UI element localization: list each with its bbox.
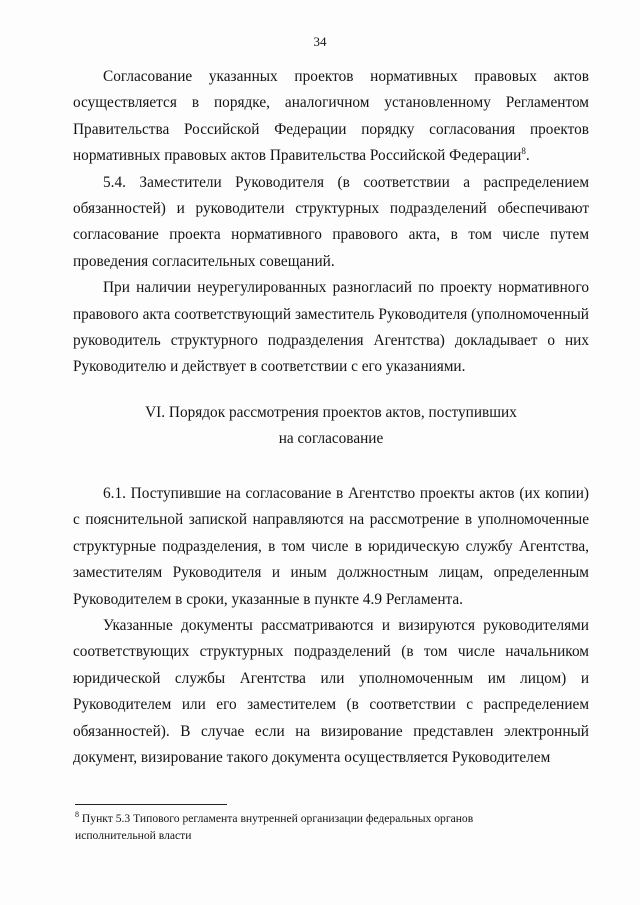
paragraph-disagreements	[73, 275, 589, 381]
paragraph-line: Руководителем в сроки, указанные в пункте 4.9 Регламента.	[73, 590, 463, 608]
paragraph-line: обязанностей). В случае если на визирование представлен электронный	[73, 722, 589, 740]
footnote-marker: 8	[75, 810, 79, 820]
paragraph-line: Указанные документы рассматриваются и визируются руководителями	[103, 617, 589, 635]
paragraph-line: При наличии неурегулированных разногласий по проекту нормативного	[103, 279, 589, 297]
footnote-text-line-1: Пункт 5.3 Типового регламента внутренней организации федеральных органов	[81, 812, 474, 825]
footnote-divider	[75, 804, 227, 805]
page-number: 34	[313, 34, 327, 49]
section-heading-line-1: VI. Порядок рассмотрения проектов актов, поступивших	[145, 404, 517, 421]
paragraph-6-1	[73, 481, 589, 613]
paragraph-line: согласование проекта нормативного правового акта, в том числе путем	[73, 226, 589, 244]
paragraph-end-punctuation: .	[525, 147, 530, 165]
paragraph-line: Правительства Российской Федерации порядку согласования проектов	[73, 120, 589, 138]
paragraph-line: Руководителю и действует в соответствии с его указаниями.	[73, 358, 466, 376]
paragraph-line: руководитель структурного подразделения Агентства) докладывает о них	[73, 332, 589, 350]
paragraph-approval-procedure	[73, 64, 589, 170]
paragraph-line: документ, визирование такого документа осуществляется Руководителем	[73, 749, 551, 767]
paragraph-line: 5.4. Заместители Руководителя (в соответствии а распределением	[103, 173, 589, 191]
paragraph-line: правового акта соответствующий заместитель Руководителя (уполномоченный	[73, 305, 589, 323]
paragraph-line: соответствующих структурных подразделений (в том числе начальником	[73, 643, 589, 661]
paragraph-line: обязанностей) и руководители структурных подразделений обеспечивают	[73, 200, 589, 218]
paragraph-line: юридической службы Агентства или уполномоченным им лицом)	[73, 669, 567, 687]
paragraph-line: осуществляется в порядке, аналогичном установленному Регламентом	[73, 94, 589, 112]
paragraph-5-4	[73, 170, 589, 276]
paragraph-visa-procedure	[73, 613, 589, 771]
paragraph-line: 6.1. Поступившие на согласование в Агентство проекты актов (их копии)	[103, 485, 589, 502]
footnote-reference: 8	[521, 146, 526, 157]
paragraph-line: Согласование указанных проектов нормативных правовых актов	[103, 68, 589, 85]
body-block-bottom	[73, 481, 589, 771]
paragraph-line: нормативных правовых актов Правительства Российской Федерации	[73, 147, 522, 165]
paragraph-line: с пояснительной запиской направляются на рассмотрение в уполномоченные	[73, 511, 589, 529]
footnote-text-line-2: исполнительной власти	[75, 829, 192, 842]
paragraph-line: структурные подразделения, в том числе в юридическую службу Агентства,	[73, 537, 589, 555]
paragraph-line: проведения согласительных совещаний.	[73, 252, 335, 270]
paragraph-line: заместителям Руководителя и иным должностным лицам, определенным	[73, 564, 589, 582]
footnote	[75, 810, 575, 844]
paragraph-line: и Руководителем или его заместителем (в соответствии с распределением	[73, 669, 589, 714]
section-heading-line-2: на согласование	[278, 430, 384, 448]
body-block-top	[73, 64, 589, 381]
section-heading	[73, 400, 589, 453]
